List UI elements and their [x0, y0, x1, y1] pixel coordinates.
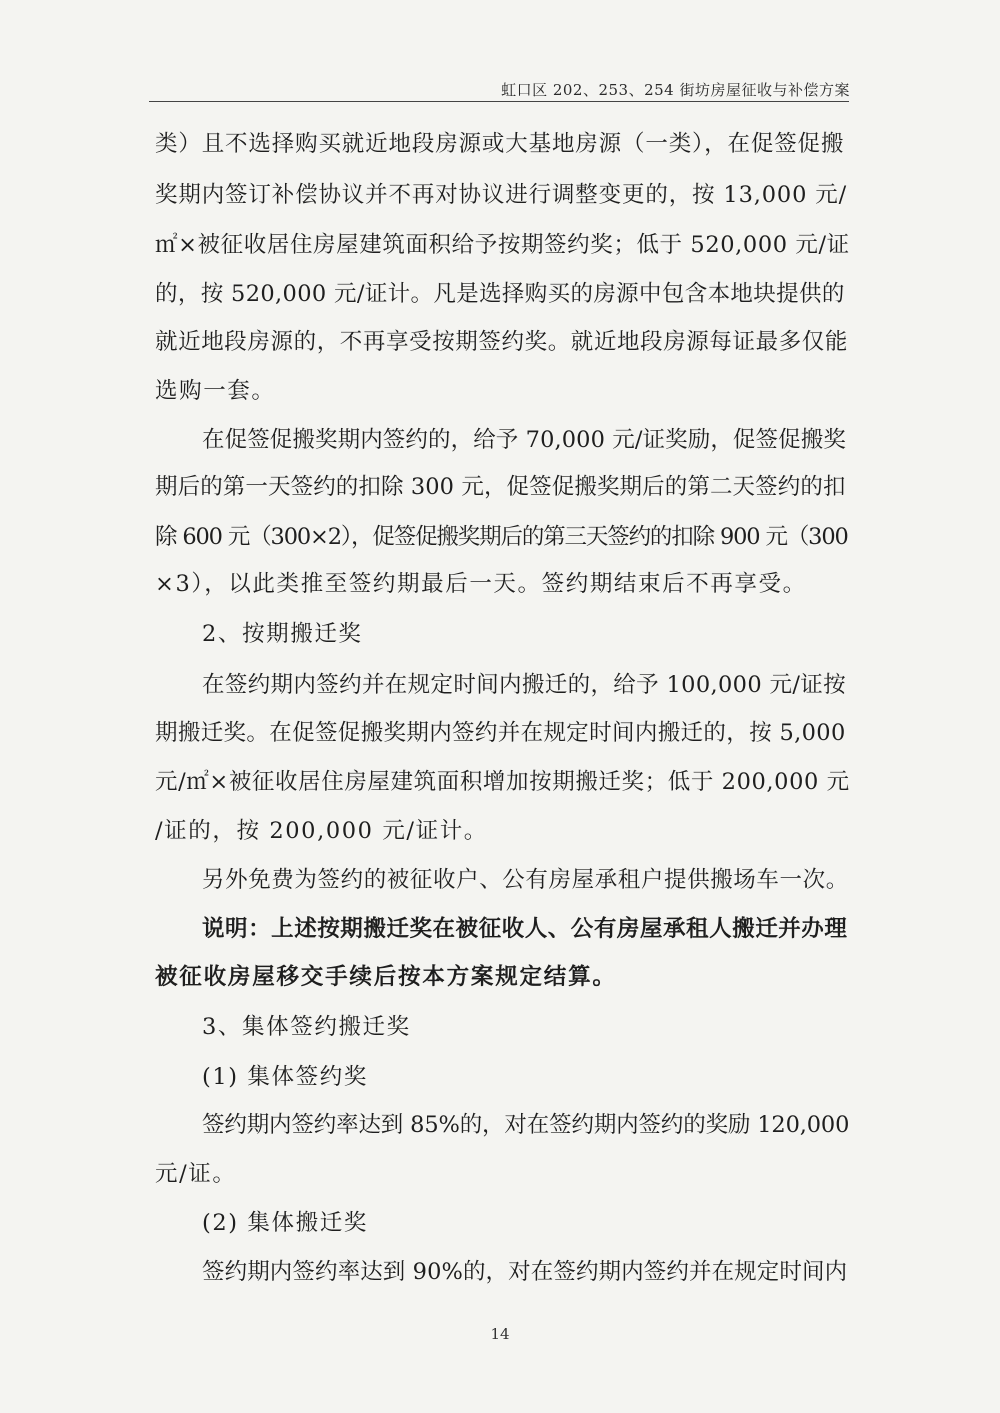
- subsection-heading: (1) 集体签约奖: [202, 1064, 368, 1090]
- header-divider: [149, 101, 849, 102]
- body-line: /证的，按 200,000 元/证计。: [155, 818, 488, 844]
- body-line: 元/证。: [155, 1161, 237, 1187]
- body-line: 选购一套。: [155, 378, 276, 404]
- running-header: 虹口区 202、253、254 街坊房屋征收与补偿方案: [501, 81, 850, 99]
- body-line: 奖期内签订补偿协议并不再对协议进行调整变更的，按 13,000 元/: [155, 182, 848, 208]
- paragraph-first-line: 在签约期内签约并在规定时间内搬迁的，给予 100,000 元/证按: [202, 672, 846, 698]
- note-bold-line: 被征收房屋移交手续后按本方案规定结算。: [155, 964, 617, 990]
- body-line: ㎡×被征收居住房屋建筑面积给予按期签约奖；低于 520,000 元/证: [155, 232, 850, 258]
- section-heading: 2、按期搬迁奖: [202, 621, 363, 647]
- body-line: 期后的第一天签约的扣除 300 元，促签促搬奖期后的第二天签约的扣: [155, 474, 846, 500]
- section-heading: 3、集体签约搬迁奖: [202, 1014, 411, 1040]
- body-line: 元/㎡×被征收居住房屋建筑面积增加按期搬迁奖；低于 200,000 元: [155, 769, 850, 795]
- paragraph-first-line: 在促签促搬奖期内签约的，给予 70,000 元/证奖励，促签促搬奖: [202, 427, 846, 453]
- body-line: 的，按 520,000 元/证计。凡是选择购买的房源中包含本地块提供的: [155, 281, 845, 307]
- subsection-heading: (2) 集体搬迁奖: [202, 1210, 368, 1236]
- page-number: 14: [490, 1325, 510, 1343]
- body-line: ×3），以此类推至签约期最后一天。签约期结束后不再享受。: [155, 571, 807, 597]
- body-line: 类）且不选择购买就近地段房源或大基地房源（一类），在促签促搬: [155, 131, 845, 157]
- paragraph-first-line: 另外免费为签约的被征收户、公有房屋承租户提供搬场车一次。: [202, 867, 849, 893]
- body-line: 就近地段房源的，不再享受按期签约奖。就近地段房源每证最多仅能: [155, 329, 849, 355]
- paragraph-first-line: 签约期内签约率达到 85%的，对在签约期内签约的奖励 120,000: [202, 1112, 850, 1138]
- note-bold-line: 说明：上述按期搬迁奖在被征收人、公有房屋承租人搬迁并办理: [202, 916, 848, 942]
- body-line: 期搬迁奖。在促签促搬奖期内签约并在规定时间内搬迁的，按 5,000: [155, 720, 846, 746]
- body-line: 除 600 元（300×2），促签促搬奖期后的第三天签约的扣除 900 元（300: [155, 524, 848, 550]
- paragraph-first-line: 签约期内签约率达到 90%的，对在签约期内签约并在规定时间内: [202, 1259, 848, 1285]
